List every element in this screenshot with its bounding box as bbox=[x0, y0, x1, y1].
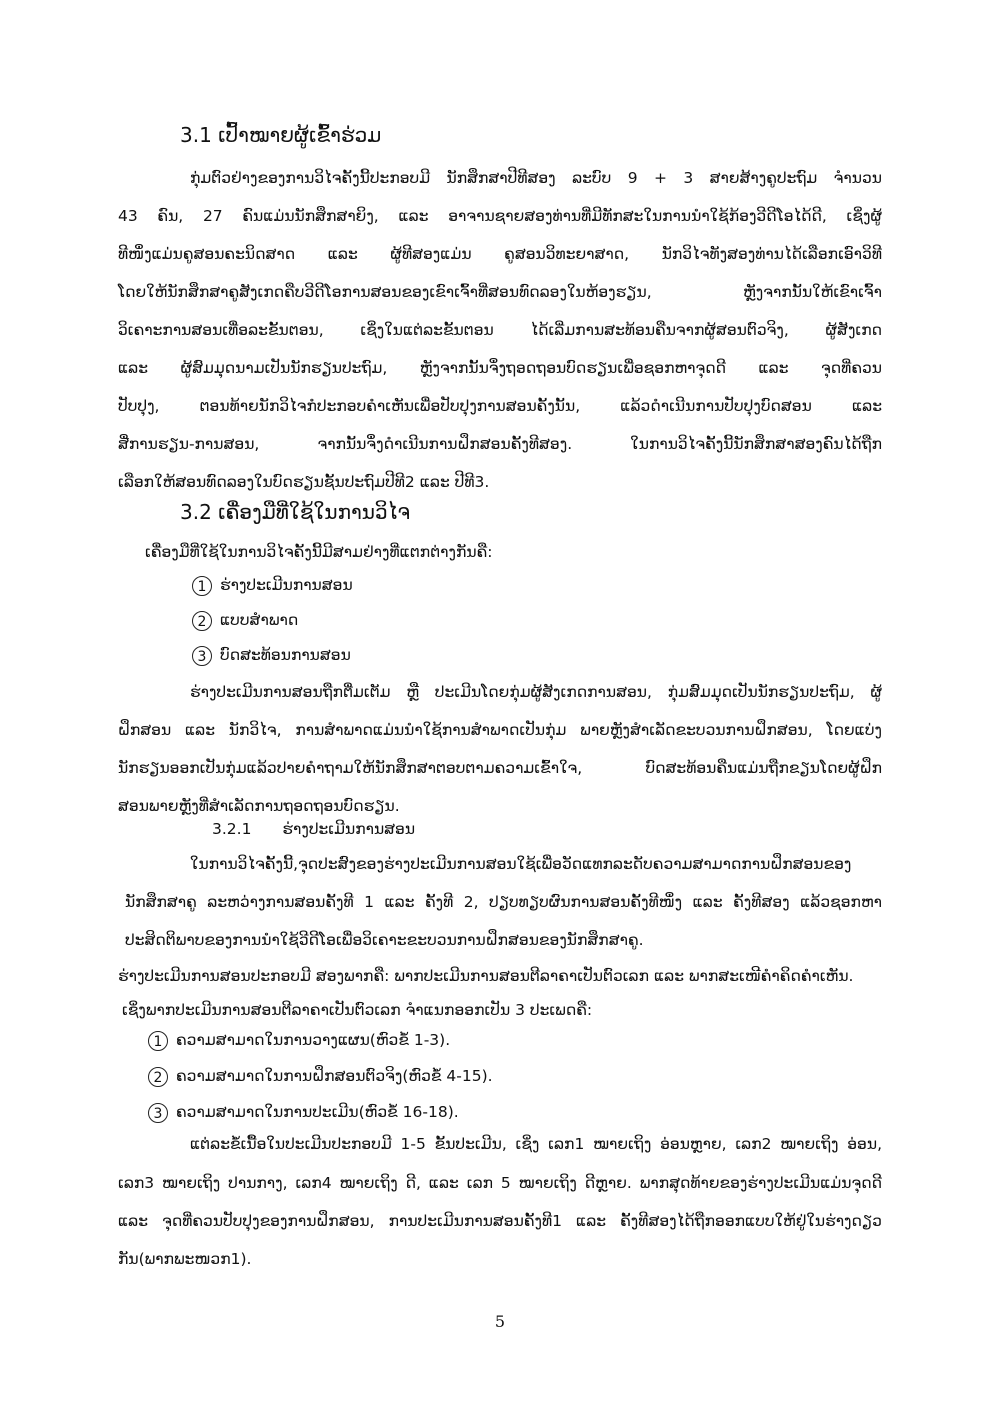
paragraph-line: ຮ່າງປະເມີນການສອນປະກອບມີ ສອງພາກຄື: ພາກປະເມີນການສອນຕີລາຄາເປັນຕົວເລກ ແລະ ພາກສະເໜີຄຳຄິດຄຳເຫັນ. bbox=[118, 967, 854, 985]
category-label: ຄວາມສາມາດໃນການປະເມີນ(ຫົວຂໍ້ 16-18). bbox=[176, 1103, 459, 1121]
category-item bbox=[148, 1030, 450, 1051]
category-item bbox=[148, 1066, 493, 1087]
tool-label: ບົດສະທ້ອນການສອນ bbox=[220, 646, 351, 664]
paragraph-line: ເລືອກໃຫ້ສອນທົດລອງໃນບົດຮຽນຊັ້ນປະຖົມປີທີ2 ແລະ ປີທີ3. bbox=[118, 473, 490, 491]
section-3-2-heading: 3.2 ເຄື່ອງມືທີ່ໃຊ້ໃນການວິໄຈ bbox=[180, 500, 410, 524]
tool-item bbox=[192, 610, 298, 631]
paragraph-line: ນັກສຶກສາຄູ ລະຫວ່າງການສອນຄັ້ງທີ 1 ແລະ ຄັ້ງທີ 2, ປຽບທຽບຜົນການສອນຄັ້ງທີໜຶ່ງ ແລະ ຄັ້ງທີສອງ ແລ້ວຊອກຫາ bbox=[125, 893, 882, 911]
paragraph-line: ນັກຮຽນອອກເປັນກຸ່ມແລ້ວປາຍຄຳຖາມໃຫ້ນັກສຶກສາຕອບຕາມຄວາມເຂົ້າໃຈ, ບົດສະທ້ອນຄືນແມ່ນຖືກຂຽນໂດຍຜູ້ຝຶກ bbox=[118, 759, 882, 777]
paragraph-line: ວິເຄາະການສອນເທື່ອລະຂັ້ນຕອນ, ເຊິ່ງໃນແຕ່ລະຂັ້ນຕອນ ໄດ້ເລີ່ມການສະທ້ອນຄືນຈາກຜູ້ສອນຕົວຈິງ, ຜູ້ສັງເກດ bbox=[118, 321, 882, 339]
paragraph-line: ຮ່າງປະເມີນການສອນຖືກຕື່ມເຕັມ ຫຼື ປະເມີນໂດຍກຸ່ມຜູ້ສັງເກດການສອນ, ກຸ່ມສົມມຸດເປັນນັກຮຽນປະຖົມ, ຜູ້ bbox=[190, 683, 882, 701]
paragraph-line: ເຄື່ອງມືທີ່ໃຊ້ໃນການວິໄຈຄັ້ງນີ້ມີສາມຢ່າງທີ່ແຕກຕ່າງກັນຄື: bbox=[145, 543, 493, 561]
circled-number: 1 bbox=[148, 1031, 168, 1051]
paragraph-line: ສື່ການຮຽນ-ການສອນ, ຈາກນັ້ນຈຶ່ງດຳເນີນການຝຶກສອນຄັ້ງທີສອງ. ໃນການວິໄຈຄັ້ງນີ້ນັກສຶກສາສອງຄົນໄດ້ຖືກ bbox=[118, 435, 882, 453]
paragraph-line: 43 ຄົນ, 27 ຄົນແມ່ນນັກສຶກສາຍິງ, ແລະ ອາຈານຊາຍສອງທ່ານທີ່ມີທັກສະໃນການນຳໃຊ້ກ້ອງວີດີໂອໄດ້ດີ, ເຊິ່ງຜູ້ bbox=[118, 207, 882, 225]
page-number: 5 bbox=[494, 1312, 506, 1331]
paragraph-line: ກັນ(ພາກພະໜວກ1). bbox=[118, 1250, 252, 1268]
paragraph-line: ເຊິ່ງພາກປະເມີນການສອນຕີລາຄາເປັນຕົວເລກ ຈຳແນກອອກເປັນ 3 ປະເພດຄື: bbox=[122, 1001, 593, 1019]
paragraph-line: ແລະ ຈຸດທີ່ຄວນປັບປຸງຂອງການຝຶກສອນ, ການປະເມີນການສອນຄັ້ງທີ1 ແລະ ຄັ້ງທີສອງໄດ້ຖືກອອກແບບໃຫ້ຢູ່ໃນຮ່າງດຽວ bbox=[118, 1212, 882, 1230]
paragraph-line: ປັບປຸງ, ຕອນທ້າຍນັກວິໄຈກໍປະກອບຄຳເຫັນເພື່ອປັບປຸງການສອນຄັ້ງນັ້ນ, ແລ້ວດຳເນີນການປັບປຸງບົດສອນ ແລະ bbox=[118, 397, 882, 415]
circled-number: 2 bbox=[192, 611, 212, 631]
paragraph-line: ປະສິດຕິພາບຂອງການນຳໃຊ້ວີດີໂອເພື່ອວິເຄາະຂະບວນການຝຶກສອນຂອງນັກສຶກສາຄູ. bbox=[125, 931, 644, 949]
paragraph-line: ໃນການວິໄຈຄັ້ງນີ້,ຈຸດປະສົງຂອງຮ່າງປະເມີນການສອນໃຊ້ເພື່ອວັດແທກລະດັບຄວາມສາມາດການຝຶກສອນຂອງ bbox=[190, 855, 852, 873]
paragraph-line: ເລກ3 ໝາຍເຖິງ ປານກາງ, ເລກ4 ໝາຍເຖິງ ດີ, ແລະ ເລກ 5 ໝາຍເຖິງ ດີຫຼາຍ. ພາກສຸດທ້າຍຂອງຮ່າງປະເມີນແມ່ນຈຸດດີ bbox=[118, 1174, 882, 1192]
subsection-title: ຮ່າງປະເມີນການສອນ bbox=[282, 820, 416, 838]
paragraph-line: ຝຶກສອນ ແລະ ນັກວິໄຈ, ການສຳພາດແມ່ນນຳໃຊ້ການສຳພາດເປັນກຸ່ມ ພາຍຫຼັງສຳເລັດຂະບວນການຝຶກສອນ, ໂດຍແບ່ງ bbox=[118, 721, 882, 739]
tool-item bbox=[192, 645, 351, 666]
tool-label: ແບບສຳພາດ bbox=[220, 611, 299, 629]
paragraph-line: ສອນພາຍຫຼັງທີ່ສຳເລັດການຖອດຖອນບົດຮຽນ. bbox=[118, 797, 400, 815]
subsection-number: 3.2.1 bbox=[212, 820, 252, 838]
paragraph-line: ທີໜຶ່ງແມ່ນຄູສອນຄະນິດສາດ ແລະ ຜູ້ທີສອງແມ່ນ ຄູສອນວິທະຍາສາດ, ນັກວິໄຈທັງສອງທ່ານໄດ້ເລືອກເອົາວິທີ bbox=[118, 245, 882, 263]
paragraph-line: ໂດຍໃຫ້ນັກສຶກສາຄູສັງເກດຄືບວີດີໂອການສອນຂອງເຂົາເຈົ້າທີ່ສອນທົດລອງໃນຫ້ອງຮຽນ, ຫຼັງຈາກນັ້ນໃຫ້ເຂົາເຈົ້າ bbox=[118, 283, 882, 301]
tool-label: ຮ່າງປະເມີນການສອນ bbox=[220, 576, 353, 594]
paragraph-line: ກຸ່ມຕົວຢ່າງຂອງການວິໄຈຄັ້ງນີ້ປະກອບມີ ນັກສຶກສາປີທີສອງ ລະບົບ 9 + 3 ສາຍສ້າງຄູປະຖົມ ຈຳນວນ bbox=[190, 169, 882, 187]
section-3-1-heading: 3.1 ເປົ້າໝາຍຜູ້ເຂົ້າຮ່ວມ bbox=[180, 123, 382, 147]
circled-number: 3 bbox=[192, 646, 212, 666]
category-label: ຄວາມສາມາດໃນການຝຶກສອນຕົວຈິງ(ຫົວຂໍ້ 4-15). bbox=[176, 1067, 493, 1085]
paragraph-line: ແລະ ຜູ້ສົມມຸດນາມເປັນນັກຮຽນປະຖົມ, ຫຼັງຈາກນັ້ນຈຶ່ງຖອດຖອນບົດຮຽນເພື່ອຊອກຫາຈຸດດີ ແລະ ຈຸດທີ່ຄວນ bbox=[118, 359, 882, 377]
circled-number: 3 bbox=[148, 1103, 168, 1123]
section-3-2-1-heading bbox=[212, 819, 415, 839]
circled-number: 1 bbox=[192, 576, 212, 596]
tool-item bbox=[192, 575, 353, 596]
circled-number: 2 bbox=[148, 1067, 168, 1087]
category-label: ຄວາມສາມາດໃນການວາງແຜນ(ຫົວຂໍ້ 1-3). bbox=[176, 1031, 451, 1049]
paragraph-line: ແຕ່ລະຂໍ້ເນື້ອໃນປະເມີນປະກອບມີ 1-5 ຂັ້ນປະເມີນ, ເຊິ່ງ ເລກ1 ໝາຍເຖິງ ອ່ອນຫຼາຍ, ເລກ2 ໝາຍເຖິງ ອ່ອນ, bbox=[190, 1135, 882, 1153]
category-item bbox=[148, 1102, 459, 1123]
